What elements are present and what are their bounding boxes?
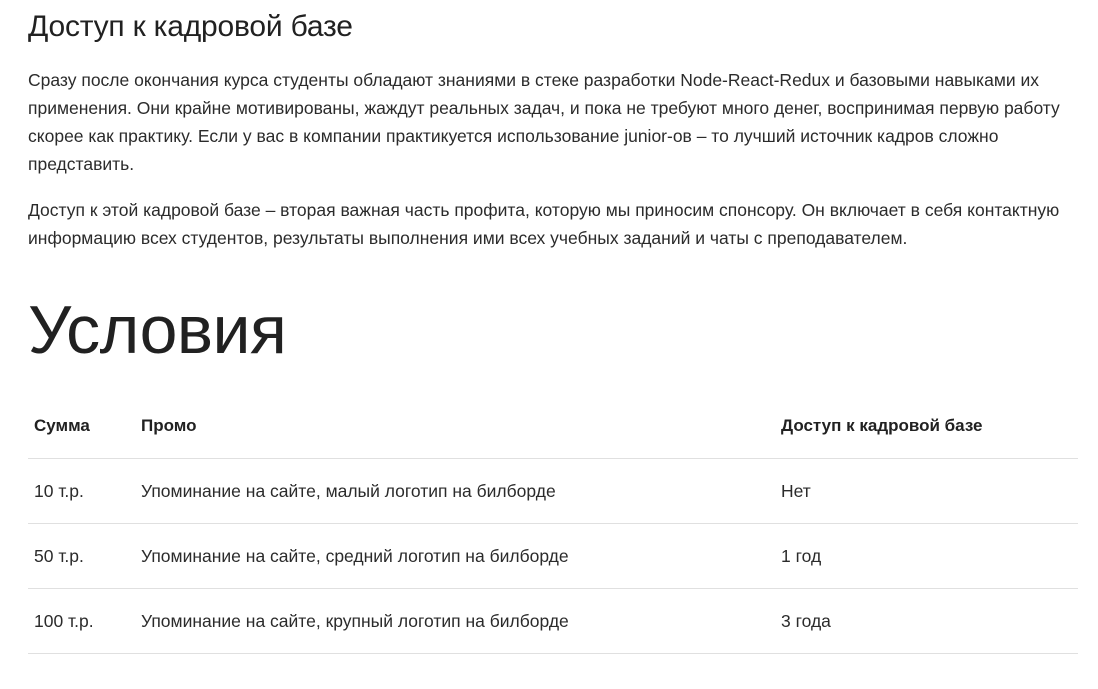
cell-promo: Упоминание на сайте, малый логотип на билборде <box>135 459 775 524</box>
cell-amount: 100 т.р. <box>28 589 135 654</box>
section-title-access: Доступ к кадровой базе <box>28 10 353 43</box>
cell-promo: Упоминание на сайте, средний логотип на билборде <box>135 524 775 589</box>
cell-promo: Упоминание на сайте, крупный логотип на билборде <box>135 589 775 654</box>
conditions-title: Условия <box>28 292 287 368</box>
access-paragraph-1: Сразу после окончания курса студенты обладают знаниями в стеке разработки Node-React-Redux и базовыми навыками их применения. Они крайне мотивированы, жаждут реальных задач, и пока не требуют много денег, воспринимая первую работу скорее как практику. Если у вас в компании практикуется использование junior-ов – то лучший источник кадров сложно представить. <box>28 70 1060 174</box>
cell-access: 1 год <box>775 524 1078 589</box>
cell-access: 3 года <box>775 589 1078 654</box>
cell-amount: 10 т.р. <box>28 459 135 524</box>
cell-amount: 50 т.р. <box>28 524 135 589</box>
table-row <box>28 524 1078 589</box>
access-paragraph-2: Доступ к этой кадровой базе – вторая важная часть профита, которую мы приносим спонсору. Он включает в себя контактную информацию всех студентов, результаты выполнения ими всех учебных заданий и чаты с преподавателем. <box>28 200 1060 248</box>
column-header-amount: Сумма <box>28 394 135 459</box>
table-header-row <box>28 394 1078 459</box>
table-row <box>28 459 1078 524</box>
column-header-access: Доступ к кадровой базе <box>775 394 1078 459</box>
conditions-table <box>28 394 1078 654</box>
table-row <box>28 589 1078 654</box>
cell-access: Нет <box>775 459 1078 524</box>
column-header-promo: Промо <box>135 394 775 459</box>
page-content <box>28 0 1078 654</box>
